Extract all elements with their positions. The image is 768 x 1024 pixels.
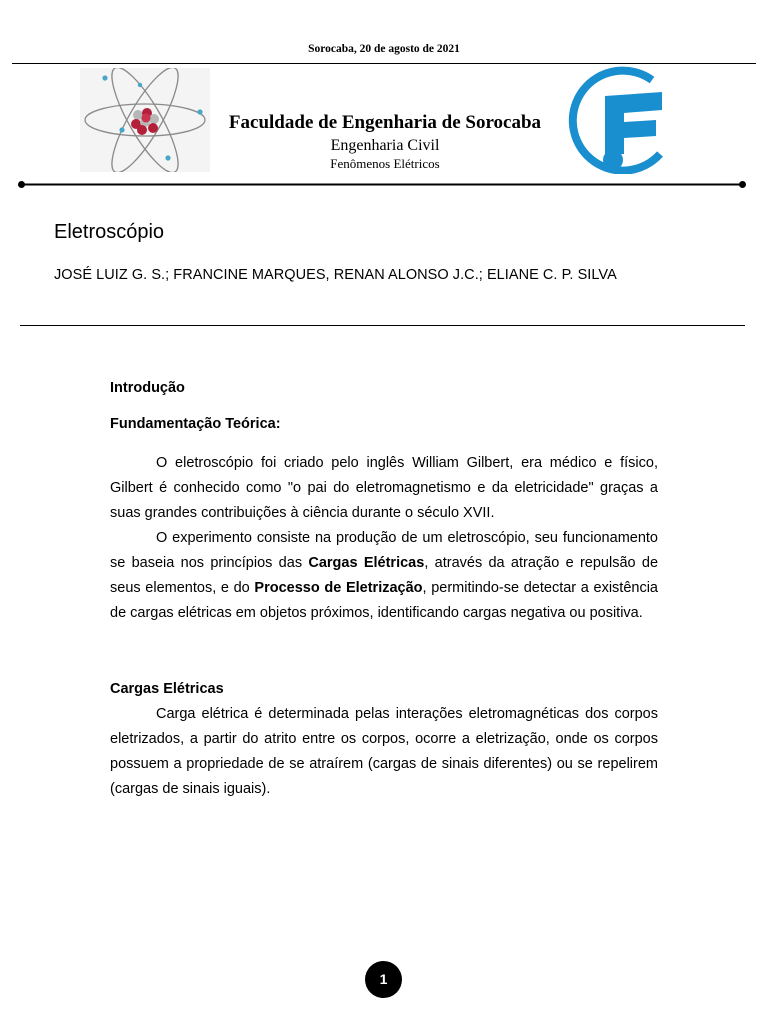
theory-heading: Fundamentação Teórica: [110,416,281,432]
bold-term-electrization: Processo de Eletrização [254,580,423,596]
author-list: JOSÉ LUIZ G. S.; FRANCINE MARQUES, RENAN ALONSO J.C.; ELIANE C. P. SILVA [54,267,617,283]
page-number: 1 [365,961,402,998]
theory-section [110,451,658,626]
bold-term-charges: Cargas Elétricas [308,555,425,571]
top-divider [12,63,756,64]
document-title: Eletroscópio [54,221,165,243]
paragraph-charges: Carga elétrica é determinada pelas interações eletromagnéticas dos corpos eletrizados, a partir do atrito entre os corpos, ocorre a eletrização, onde os corpos possuem a propriedade de se atraírem (cargas de sinais diferentes) ou se repelirem (cargas de sinais iguais). [110,706,658,797]
institution-name: Faculdade de Engenharia de Sorocaba [228,112,542,133]
paragraph-experiment: O experimento consiste na produção de um eletroscópio, seu funcionamento se baseia nos princípios das Cargas Elétricas, através da atração e repulsão de seus elementos, e do Processo de Eletrização, permitindo-se detectar a existência de cargas elétricas em objetos próximos, identificando cargas negativa ou positiva. [110,530,659,621]
atom-icon [80,68,210,172]
paragraph-gilbert: O eletroscópio foi criado pelo inglês William Gilbert, era médico e físico, Gilbert é conhecido como "o pai do eletromagnetismo e da eletricidade" graças a suas grandes contribuições à ciência durante o século XVII. [110,455,658,521]
facens-logo-icon [564,66,682,174]
header-divider [18,181,746,188]
charges-section [110,677,658,802]
course-name: Engenharia Civil [330,137,440,154]
intro-heading: Introdução [110,380,185,396]
charges-heading: Cargas Elétricas [110,681,224,697]
section-divider [20,325,745,326]
document-date: Sorocaba, 20 de agosto de 2021 [308,43,460,55]
subject-name: Fenômenos Elétricos [330,156,440,171]
